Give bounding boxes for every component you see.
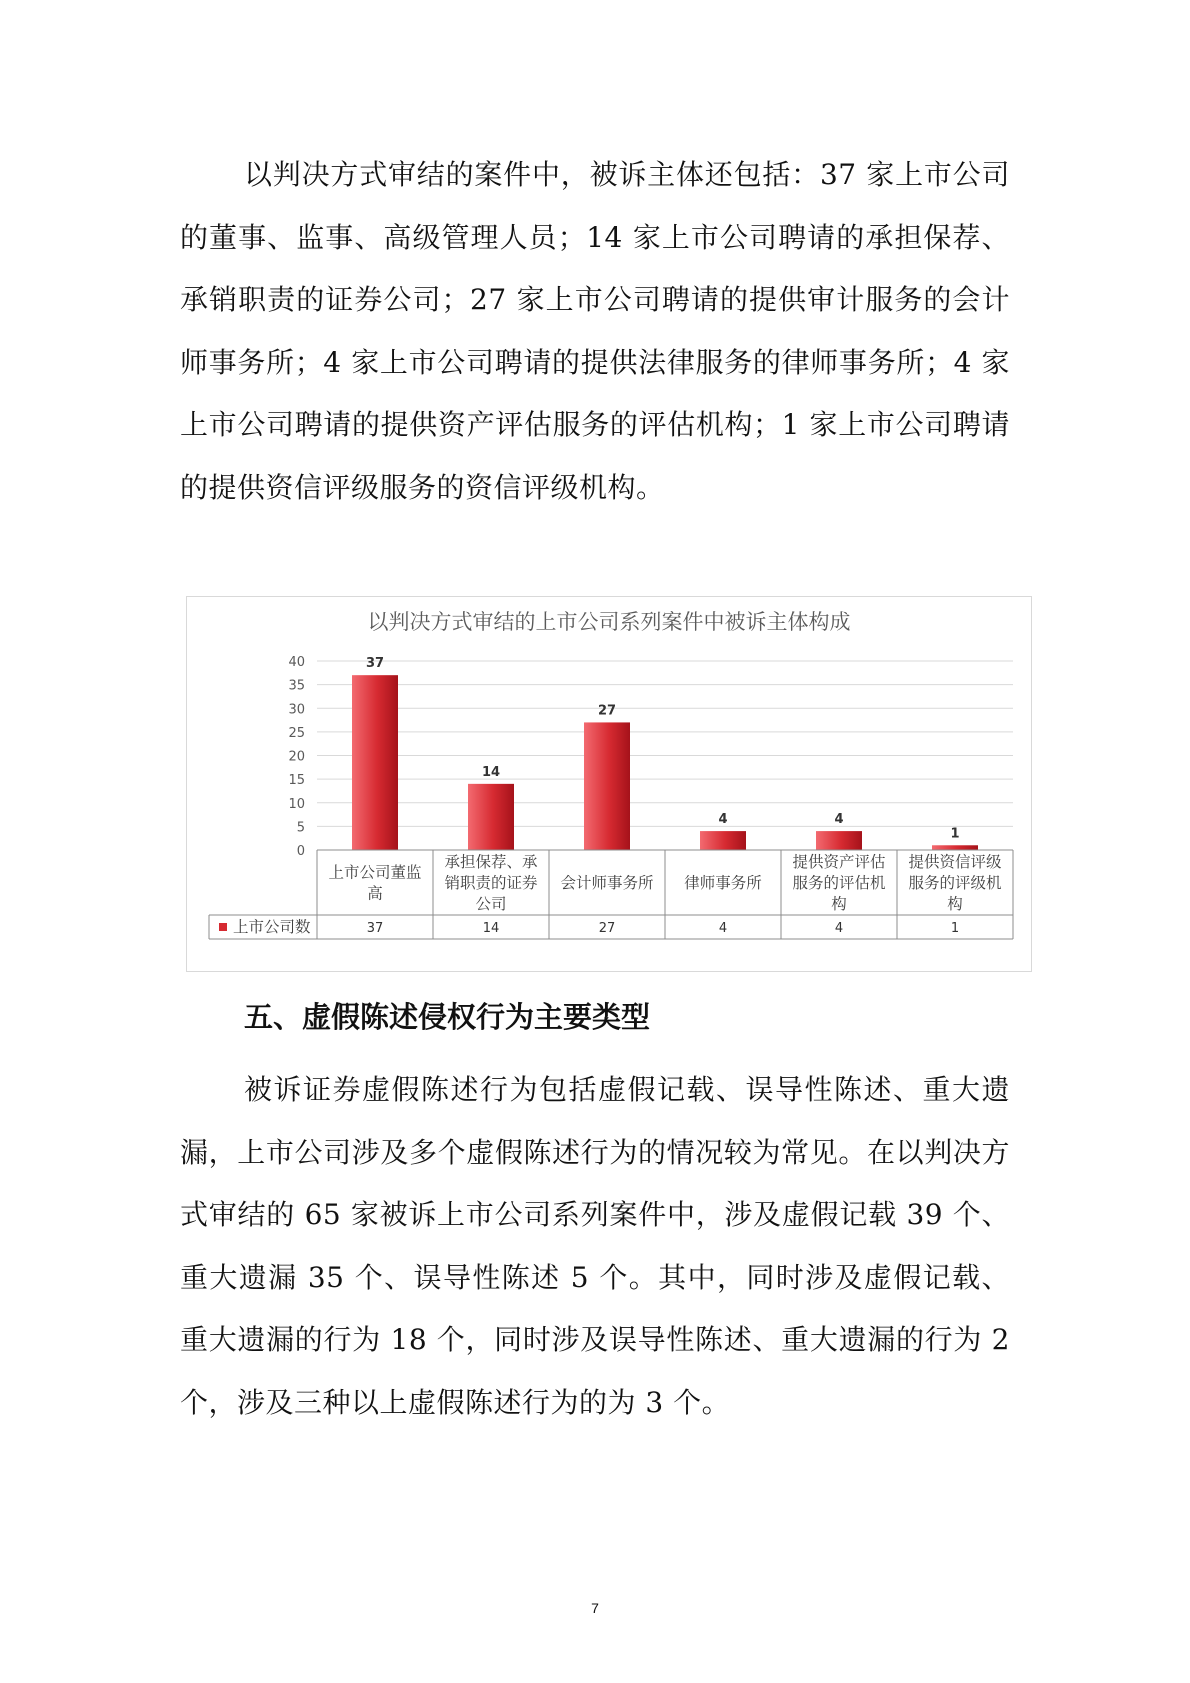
legend-swatch: [219, 923, 227, 931]
category-label: 服务的评级机: [908, 874, 1002, 892]
y-tick-label: 20: [288, 749, 305, 765]
bar: [352, 675, 398, 850]
category-label: 律师事务所: [684, 874, 762, 892]
bar: [468, 784, 514, 850]
data-label: 4: [834, 812, 844, 828]
y-tick-label: 30: [288, 702, 305, 718]
category-label: 公司: [475, 895, 507, 913]
y-tick-label: 25: [288, 725, 305, 741]
bar: [700, 831, 746, 850]
category-label: 上市公司董监: [328, 863, 422, 882]
bar: [816, 831, 862, 850]
y-tick-label: 15: [288, 773, 305, 789]
category-label: 提供资信评级: [908, 853, 1002, 871]
table-value: 14: [482, 921, 500, 936]
data-label: 14: [481, 764, 501, 780]
data-label: 4: [718, 812, 728, 828]
bar-chart: [187, 597, 1031, 971]
table-value: 27: [598, 921, 616, 936]
chart-title: 以判决方式审结的上市公司系列案件中被诉主体构成: [367, 610, 851, 634]
y-tick-label: 0: [296, 844, 305, 859]
category-label: 会计师事务所: [560, 874, 654, 892]
category-label: 提供资产评估: [792, 853, 886, 871]
table-value: 4: [718, 921, 728, 936]
table-value: 37: [366, 921, 384, 936]
y-tick-label: 5: [296, 820, 305, 836]
category-label: 构: [947, 895, 963, 913]
bar: [932, 845, 978, 850]
body-paragraph-1: 以判决方式审结的案件中，被诉主体还包括：37 家上市公司的董事、监事、高级管理人员；14 家上市公司聘请的承担保荐、承销职责的证券公司；27 家上市公司聘请的提供审计服务的会计师事务所；4 家上市公司聘请的提供法律服务的律师事务所；4 家上市公司聘请的提供资产评估服务的评估机构；1 家上市公司聘请的提供资信评级服务的资信评级机构。: [180, 158, 1010, 504]
category-label: 服务的评估机: [792, 874, 886, 892]
table-value: 4: [834, 921, 844, 936]
category-label: 构: [831, 895, 847, 913]
y-tick-label: 10: [288, 796, 305, 812]
bar-chart-figure: [186, 596, 1032, 972]
bar: [584, 722, 630, 850]
body-paragraph-2: 被诉证券虚假陈述行为包括虚假记载、误导性陈述、重大遗漏，上市公司涉及多个虚假陈述行为的情况较为常见。在以判决方式审结的 65 家被诉上市公司系列案件中，涉及虚假记载 39 个、重大遗漏 35 个、误导性陈述 5 个。其中，同时涉及虚假记载、重大遗漏的行为 18 个，同时涉及误导性陈述、重大遗漏的行为 2 个，涉及三种以上虚假陈述行为的为 3 个。: [180, 1073, 1010, 1419]
legend-label: 上市公司数: [233, 918, 311, 936]
y-tick-label: 35: [288, 678, 305, 694]
category-label: 高: [367, 884, 383, 903]
category-label: 销职责的证券: [444, 874, 538, 892]
y-tick-label: 40: [288, 655, 305, 670]
data-label: 1: [950, 826, 960, 842]
table-value: 1: [950, 921, 960, 936]
section-heading: 五、虚假陈述侵权行为主要类型: [244, 1000, 651, 1034]
page-number: 7: [591, 1600, 599, 1616]
data-label: 27: [597, 703, 617, 719]
data-label: 37: [365, 656, 385, 672]
category-label: 承担保荐、承: [444, 853, 538, 871]
